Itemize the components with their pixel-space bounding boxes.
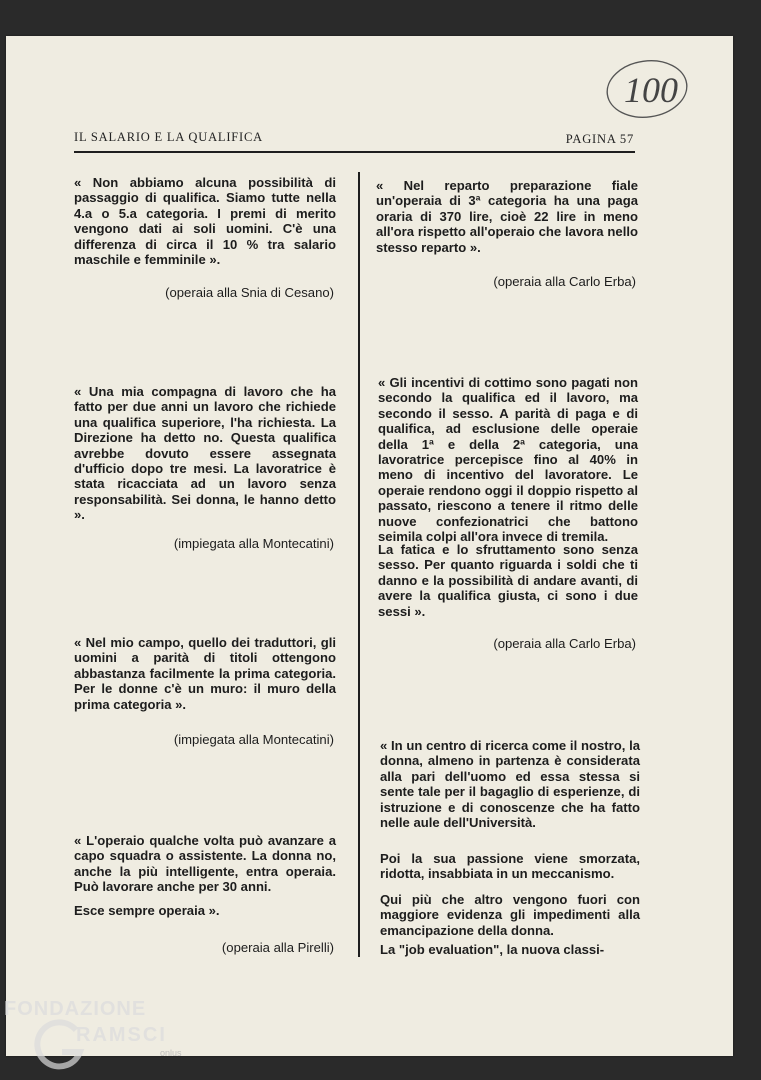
column-divider <box>358 172 360 957</box>
quote-research-p2: Poi la sua passione viene smorzata, ridotta, insabbiata in un meccanismo. <box>380 851 640 882</box>
quote-montecatini-2: « Nel mio campo, quello dei traduttori, gli uomini a parità di titoli ottengono abbastanza facilmente la prima categoria. Per le donne c'è un muro: il muro della prima categoria ». <box>74 635 336 712</box>
quote-snia: « Non abbiamo alcuna possibilità di passaggio di qualifica. Siamo tutte nella 4.a o 5.a categoria. I premi di merito vengono dati ai soli uomini. C'è una differenza di circa il 10 % tra salario maschile e femminile ». <box>74 175 336 268</box>
watermark-line3: onlus <box>160 1048 182 1058</box>
watermark-line1: FONDAZIONE <box>4 998 147 1020</box>
quote-pirelli: « L'operaio qualche volta può avanzare a capo squadra o assistente. La donna no, anche la più intelligente, entra operaia. Può lavorare anche per 30 anni. <box>74 833 336 895</box>
running-title: IL SALARIO E LA QUALIFICA <box>74 130 263 144</box>
quote-montecatini-1: « Una mia compagna di lavoro che ha fatto per due anni un lavoro che richiede una qualifica superiore, l'ha richiesta. La Direzione ha detto no. Questa qualifica avrebbe dovuto essere assegnata d'ufficio dopo tre mesi. La lavoratrice è stata ricacciata ad un lavoro senza responsabilità. Sei donna, le hanno detto ». <box>74 384 336 523</box>
source-carlo-erba-2: (operaia alla Carlo Erba) <box>493 636 636 651</box>
handwritten-number: 100 <box>624 70 678 110</box>
source-montecatini-2: (impiegata alla Montecatini) <box>173 732 334 747</box>
source-pirelli: (operaia alla Pirelli) <box>221 940 334 955</box>
quote-research-p3: Qui più che altro vengono fuori con maggiore evidenza gli impedimenti alla emancipazione della donna. <box>380 892 640 938</box>
quote-research-center: « In un centro di ricerca come il nostro, la donna, almeno in partenza è considerata alla pari dell'uomo ed essa stessa si sente tale per il bagaglio di esperienze, di istruzione e di conoscenze che ha fatto nelle aule dell'Università. <box>380 738 640 831</box>
quote-pirelli-end: Esce sempre operaia ». <box>74 903 220 918</box>
running-header <box>74 130 634 148</box>
quote-carlo-erba-2-cont: La fatica e lo sfruttamento sono senza sesso. Per quanto riguarda i soldi che ti danno e la possibilità di andare avanti, di avere la qualifica giusta, ci sono i due sessi ». <box>378 542 638 619</box>
header-rule <box>74 151 635 153</box>
watermark-line2: RAMSCI <box>76 1024 167 1046</box>
handwritten-page-number-icon <box>604 58 690 120</box>
quote-carlo-erba-1: « Nel reparto preparazione fiale un'operaia di 3ª categoria ha una paga oraria di 370 lire, cioè 22 lire in meno all'ora rispetto all'operaio che lavora nello stesso reparto ». <box>376 178 638 255</box>
fondazione-gramsci-watermark <box>4 998 204 1078</box>
quote-carlo-erba-2: « Gli incentivi di cottimo sono pagati non secondo la qualifica ed il lavoro, ma secondo il sesso. A parità di paga e di qualifica, ad esclusione delle operaie della 1ª e della 2ª categoria, una lavoratrice percepisce fino al 40% in meno di incentivo del lavoratore. Le operaie rendono oggi il doppio rispetto al passato, riescono a tenere il ritmo delle nuove confezionatrici che battono seimila colpi all'ora invece di tremila. <box>378 375 638 545</box>
source-snia: (operaia alla Snia di Cesano) <box>165 285 334 300</box>
page-number: PAGINA 57 <box>565 132 634 146</box>
quote-research-p4: La "job evaluation", la nuova classi- <box>380 942 605 957</box>
source-carlo-erba-1: (operaia alla Carlo Erba) <box>493 274 636 289</box>
source-montecatini-1: (impiegata alla Montecatini) <box>173 536 334 551</box>
